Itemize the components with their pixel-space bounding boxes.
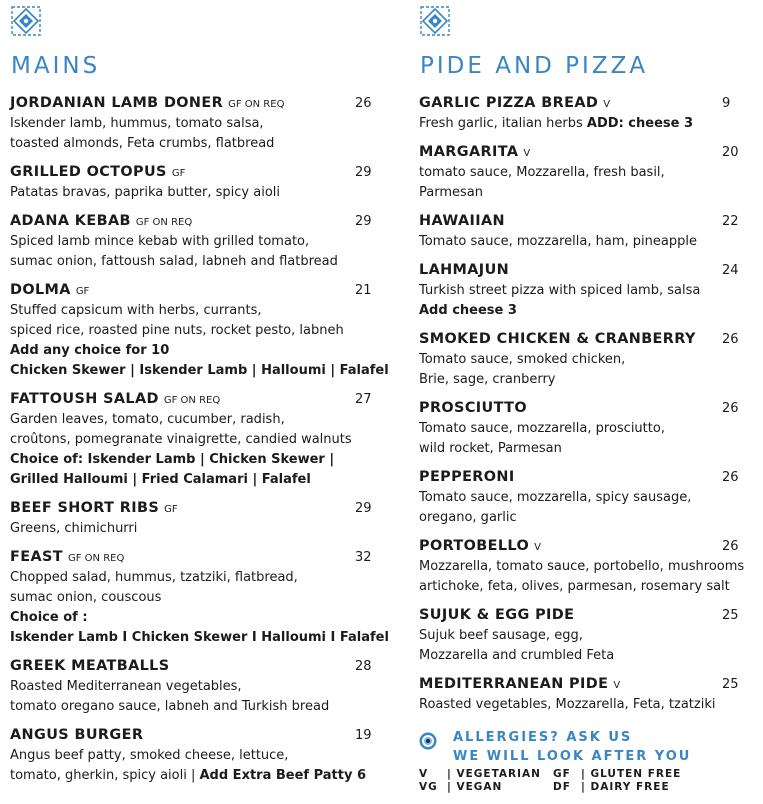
legend-abbr: VG	[419, 781, 438, 793]
menu-item	[419, 331, 763, 390]
menu-item-name: HAWAIIAN	[419, 213, 505, 229]
dietary-tag: GF ON REQ	[67, 553, 125, 564]
description-line: croûtons, pomegranate vinaigrette, candied walnuts	[10, 432, 352, 447]
menu-item	[10, 95, 375, 154]
dietary-tag: GF ON REQ	[228, 99, 285, 110]
menu-item-description	[10, 114, 375, 154]
menu-item-description	[419, 557, 763, 597]
menu-item-name: MARGARITA	[419, 144, 519, 160]
description-line: Sujuk beef sausage, egg,	[419, 628, 583, 643]
menu-item-header	[419, 95, 763, 114]
menu-item	[10, 549, 389, 648]
menu-item-price: 26	[355, 96, 372, 111]
add-on-line: Chicken Skewer | Iskender Lamb | Halloumi | Falafel	[10, 363, 389, 378]
menu-item-description	[419, 488, 763, 528]
menu-item-price: 29	[355, 501, 372, 516]
menu-item-name: SUJUK & EGG PIDE	[419, 607, 575, 623]
menu-item-description	[10, 183, 375, 203]
menu-item	[419, 607, 763, 666]
dietary-tag: V	[523, 148, 531, 159]
description-line	[10, 766, 375, 786]
menu-item-description	[419, 350, 763, 390]
menu-item-name: ANGUS BURGER	[10, 727, 144, 743]
menu-item	[419, 469, 763, 528]
dietary-tag: GF	[75, 286, 90, 297]
description-line: Garden leaves, tomato, cucumber, radish,	[10, 412, 285, 427]
description-line: Turkish street pizza with spiced lamb, salsa	[419, 283, 701, 298]
menu-item	[10, 727, 375, 786]
legend-abbr: GF	[553, 768, 571, 780]
menu-item-description	[419, 232, 763, 252]
description-line: toasted almonds, Feta crumbs, flatbread	[10, 136, 275, 151]
menu-item-name: GREEK MEATBALLS	[10, 658, 170, 674]
menu-item-price: 26	[722, 539, 739, 554]
menu-item	[10, 391, 375, 490]
description-line: Mozzarella and crumbled Feta	[419, 648, 615, 663]
menu-item-name: LAHMAJUN	[419, 262, 510, 278]
menu-item-header	[419, 331, 763, 350]
description-line: Mozzarella, tomato sauce, portobello, mushrooms	[419, 559, 745, 574]
legend-row	[419, 781, 687, 794]
menu-item-price: 21	[355, 283, 372, 298]
menu-item	[10, 500, 375, 539]
evil-eye-icon	[419, 732, 437, 750]
menu-item	[419, 538, 763, 597]
menu-item-price: 26	[722, 401, 739, 416]
menu-item-description	[419, 114, 763, 134]
menu-item-header	[419, 538, 763, 557]
description-line: Spiced lamb mince kebab with grilled tomato,	[10, 234, 310, 249]
dietary-tag: GF	[171, 168, 186, 179]
menu-item-name: JORDANIAN LAMB DONER	[10, 95, 224, 111]
menu-item-price: 26	[722, 470, 739, 485]
description-line: Stuffed capsicum with herbs, currants,	[10, 303, 262, 318]
description-line: Iskender lamb, hummus, tomato salsa,	[10, 116, 264, 131]
legend-label: | VEGAN	[447, 781, 503, 793]
description-line: tomato oregano sauce, labneh and Turkish bread	[10, 699, 330, 714]
description-line: sumac onion, fattoush salad, labneh and flatbread	[10, 254, 338, 269]
tile-ornament-icon	[419, 5, 451, 37]
description-line: Parmesan	[419, 185, 483, 200]
add-on-line: Grilled Halloumi | Fried Calamari | Falafel	[10, 472, 311, 487]
menu-item-header	[10, 282, 375, 301]
menu-item-name: BEEF SHORT RIBS	[10, 500, 160, 516]
menu-item-name: DOLMA	[10, 282, 71, 298]
menu-item-description	[10, 677, 375, 717]
pide-pizza-list	[419, 95, 763, 725]
menu-item	[10, 282, 389, 381]
add-on-line: Add cheese 3	[419, 303, 517, 318]
description-line	[419, 114, 763, 134]
legend-row	[419, 768, 687, 781]
dietary-tag: GF ON REQ	[135, 217, 193, 228]
description-line: tomato sauce, Mozzarella, fresh basil,	[419, 165, 665, 180]
menu-item-price: 26	[722, 332, 739, 347]
allergy-line-1: ALLERGIES? ASK US	[453, 730, 633, 745]
menu-item	[419, 262, 763, 321]
description-line: wild rocket, Parmesan	[419, 441, 562, 456]
menu-item	[419, 95, 763, 134]
dietary-tag: V	[534, 542, 541, 553]
allergy-line-2: WE WILL LOOK AFTER YOU	[453, 749, 692, 764]
description-line: Roasted Mediterranean vegetables,	[10, 679, 242, 694]
menu-item-description	[419, 419, 763, 459]
legend-label: | VEGETARIAN	[447, 768, 541, 780]
dietary-tag: GF	[164, 504, 178, 515]
legend-label: | GLUTEN FREE	[581, 768, 682, 780]
menu-item-description	[419, 281, 763, 321]
menu-item-description	[10, 746, 375, 786]
menu-item-price: 29	[355, 165, 372, 180]
legend-abbr: V	[419, 768, 429, 780]
menu-item-description	[10, 519, 375, 539]
add-on-line: Choice of :	[10, 610, 88, 625]
description-line: Roasted vegetables, Mozzarella, Feta, tzatziki	[419, 697, 716, 712]
menu-item-header	[419, 469, 763, 488]
description-line: Tomato sauce, smoked chicken,	[419, 352, 626, 367]
description-line: Tomato sauce, mozzarella, prosciutto,	[419, 421, 665, 436]
add-on-text: ADD: cheese 3	[586, 116, 694, 131]
menu-item-header	[419, 400, 763, 419]
menu-item-header	[10, 164, 375, 183]
description-line: spiced rice, roasted pine nuts, rocket pesto, labneh	[10, 323, 344, 338]
add-on-line: Iskender Lamb I Chicken Skewer I Halloumi I Falafel	[10, 630, 389, 645]
menu-item	[10, 213, 375, 272]
tile-ornament-icon	[10, 5, 42, 37]
menu-item-name: PROSCIUTTO	[419, 400, 528, 416]
menu-item-header	[419, 676, 763, 695]
menu-item-header	[419, 607, 763, 626]
menu-item-price: 9	[722, 96, 731, 111]
description-line: Brie, sage, cranberry	[419, 372, 556, 387]
description-line: Patatas bravas, paprika butter, spicy aioli	[10, 185, 280, 200]
menu-item-name: PEPPERONI	[419, 469, 515, 485]
pide-pizza-title: PIDE AND PIZZA	[420, 53, 649, 79]
menu-item	[419, 400, 763, 459]
menu-item-price: 20	[722, 145, 739, 160]
menu-item-description	[10, 232, 375, 272]
legend-abbr: DF	[553, 781, 571, 793]
menu-item-name: FATTOUSH SALAD	[10, 391, 159, 407]
menu-item	[419, 676, 763, 715]
menu-item-price: 19	[355, 728, 372, 743]
description-line: Chopped salad, hummus, tzatziki, flatbread,	[10, 570, 298, 585]
menu-item-header	[10, 658, 375, 677]
menu-item-header	[10, 213, 375, 232]
menu-item	[10, 658, 375, 717]
description-line: Angus beef patty, smoked cheese, lettuce,	[10, 748, 289, 763]
description-line: artichoke, feta, olives, parmesan, rosemary salt	[419, 579, 730, 594]
menu-item-header	[10, 727, 375, 746]
menu-item-name: GRILLED OCTOPUS	[10, 164, 167, 180]
legend-label: | DAIRY FREE	[581, 781, 670, 793]
menu-item-price: 29	[355, 214, 372, 229]
menu-item-price: 28	[355, 659, 372, 674]
menu-item-price: 25	[722, 677, 739, 692]
menu-item-header	[419, 262, 763, 281]
description-line: Greens, chimichurri	[10, 521, 138, 536]
add-on-line: Choice of: Iskender Lamb | Chicken Skewer |	[10, 452, 335, 467]
menu-item-price: 27	[355, 392, 372, 407]
menu-item-name: ADANA KEBAB	[10, 213, 131, 229]
menu-item-description	[419, 163, 763, 203]
menu-item-header	[419, 144, 763, 163]
dietary-tag: GF ON REQ	[163, 395, 221, 406]
menu-item-header	[10, 549, 375, 568]
menu-item-description	[10, 301, 389, 381]
menu-item-name: GARLIC PIZZA BREAD	[419, 95, 599, 111]
menu-item	[419, 144, 763, 203]
menu-item-price: 32	[355, 550, 372, 565]
dietary-tag: V	[603, 99, 611, 110]
dietary-legend	[419, 768, 687, 794]
menu-item-header	[419, 213, 763, 232]
description-line: sumac onion, couscous	[10, 590, 162, 605]
menu-item-description	[419, 626, 763, 666]
menu-item-price: 22	[722, 214, 739, 229]
add-on-text: Add Extra Beef Patty 6	[199, 768, 367, 783]
description-line: Tomato sauce, mozzarella, spicy sausage,	[419, 490, 692, 505]
mains-title: MAINS	[11, 53, 101, 79]
menu-item-name: PORTOBELLO	[419, 538, 530, 554]
menu-item-price: 25	[722, 608, 739, 623]
menu-item-header	[10, 391, 375, 410]
menu-item-header	[10, 95, 375, 114]
menu-item-name: FEAST	[10, 549, 63, 565]
menu-item	[419, 213, 763, 252]
description-text: tomato, gherkin, spicy aioli |	[10, 768, 200, 783]
description-line: Tomato sauce, mozzarella, ham, pineapple	[419, 234, 697, 249]
menu-item-name: MEDITERRANEAN PIDE	[419, 676, 609, 692]
menu-item-description	[10, 410, 375, 490]
menu-item	[10, 164, 375, 203]
dietary-tag: V	[613, 680, 621, 691]
menu-item-name: SMOKED CHICKEN & CRANBERRY	[419, 331, 696, 347]
mains-list	[10, 95, 389, 796]
menu-item-header	[10, 500, 375, 519]
add-on-line: Add any choice for 10	[10, 343, 170, 358]
description-line: oregano, garlic	[419, 510, 517, 525]
menu-item-description	[419, 695, 763, 715]
menu-item-description	[10, 568, 389, 648]
description-text: Fresh garlic, italian herbs	[419, 116, 587, 131]
menu-item-price: 24	[722, 263, 739, 278]
